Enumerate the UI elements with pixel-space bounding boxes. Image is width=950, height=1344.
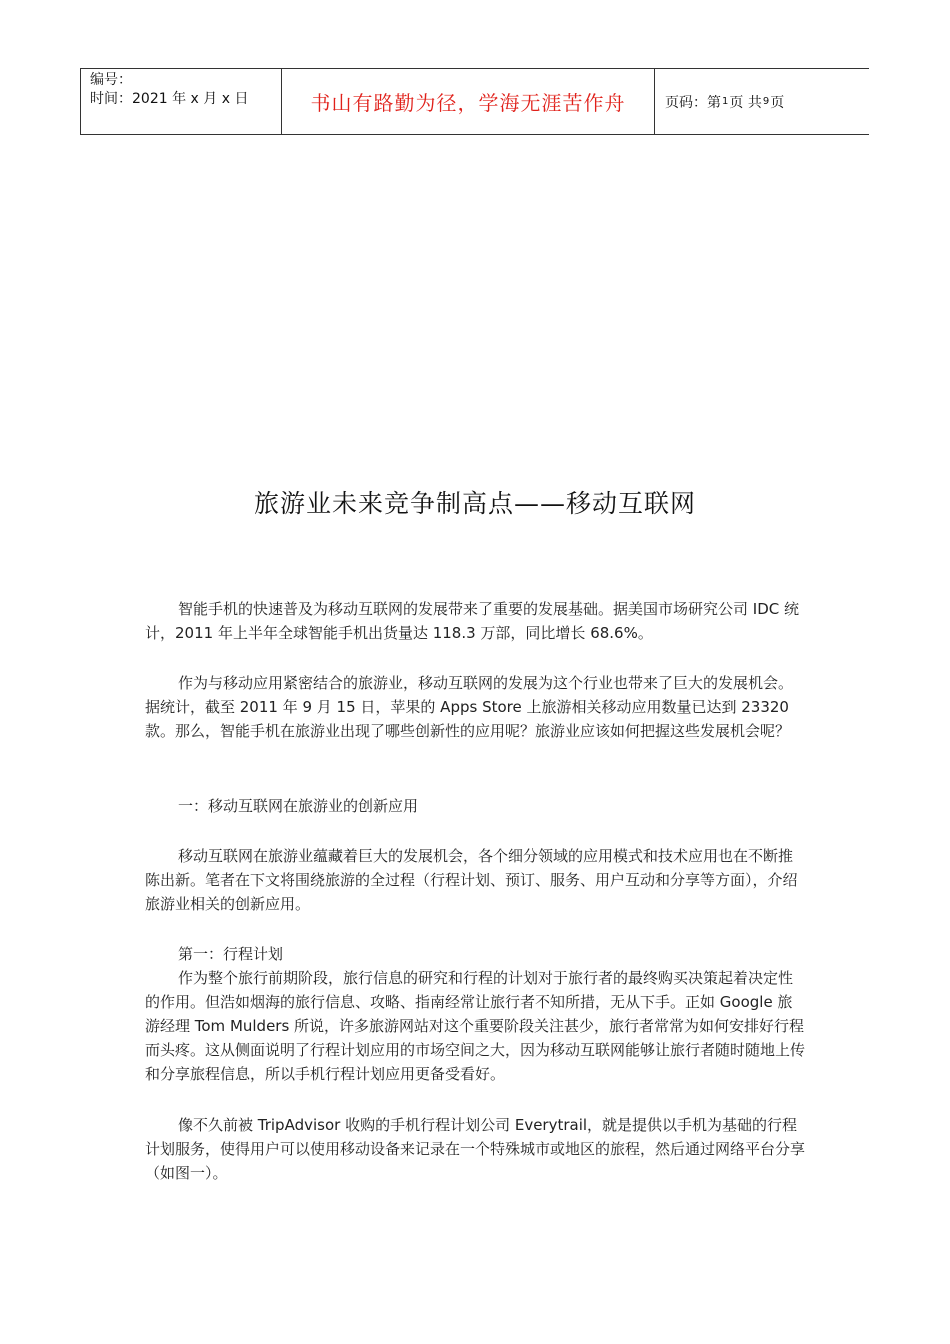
page-prefix: 页码：第 xyxy=(665,94,721,111)
paragraph-5: 像不久前被 TripAdvisor 收购的手机行程计划公司 Everytrail，就是提供以手机为基础的行程计划服务，使得用户可以使用移动设备来记录在一个特殊城市或地区的旅程，然后通过网络平台分享（如图一）。 xyxy=(145,1116,806,1182)
page-mid: 页 共 xyxy=(729,94,762,111)
section-heading-2: 第一：行程计划 xyxy=(178,945,284,963)
page-current: 1 xyxy=(722,96,729,107)
paragraph-1: 智能手机的快速普及为移动互联网的发展带来了重要的发展基础。据美国市场研究公司 IDC 统计，2011 年上半年全球智能手机出货量达 118.3 万部，同比增长 68.6%。 xyxy=(145,600,799,642)
motto-text: 书山有路勤为径，学海无涯苦作舟 xyxy=(310,91,626,115)
document-title: 旅游业未来竞争制高点——移动互联网 xyxy=(253,489,696,518)
number-label: 编号： xyxy=(90,72,132,88)
paragraph-4: 作为整个旅行前期阶段，旅行信息的研究和行程的计划对于旅行者的最终购买决策起着决定性的作用。但浩如烟海的旅行信息、攻略、指南经常让旅行者不知所措，无从下手。正如 Google 旅游经理 Tom Mulders 所说，许多旅游网站对这个重要阶段关注甚少，旅行者常常为如何安排好行程而头疼。这从侧面说明了行程计划应用的市场空间之大，因为移动互联网能够让旅行者随时随地上传和分享旅程信息，所以手机行程计划应用更备受看好。 xyxy=(145,969,806,1083)
paragraph-3: 移动互联网在旅游业蕴藏着巨大的发展机会，各个细分领域的应用模式和技术应用也在不断推陈出新。笔者在下文将围绕旅游的全过程（行程计划、预订、服务、用户互动和分享等方面），介绍旅游业相关的创新应用。 xyxy=(145,847,798,913)
section-heading-1: 一：移动互联网在旅游业的创新应用 xyxy=(178,797,419,815)
page-total: 9 xyxy=(762,96,770,107)
header-info-cell xyxy=(81,69,282,134)
paragraph-2: 作为与移动应用紧密结合的旅游业，移动互联网的发展为这个行业也带来了巨大的发展机会。据统计，截至 2011 年 9 月 15 日，苹果的 Apps Store 上旅游相关移动应用数量已达到 23320 款。那么，智能手机在旅游业出现了哪些创新性的应用呢？旅游业应该如何把握这些发展机会呢？ xyxy=(145,674,794,740)
header-table xyxy=(80,68,869,135)
page-suffix: 页 xyxy=(770,94,785,111)
header-page-cell xyxy=(655,69,869,134)
time-label: 时间：2021 年 x 月 x 日 xyxy=(90,91,249,107)
header-motto-cell xyxy=(282,69,655,134)
